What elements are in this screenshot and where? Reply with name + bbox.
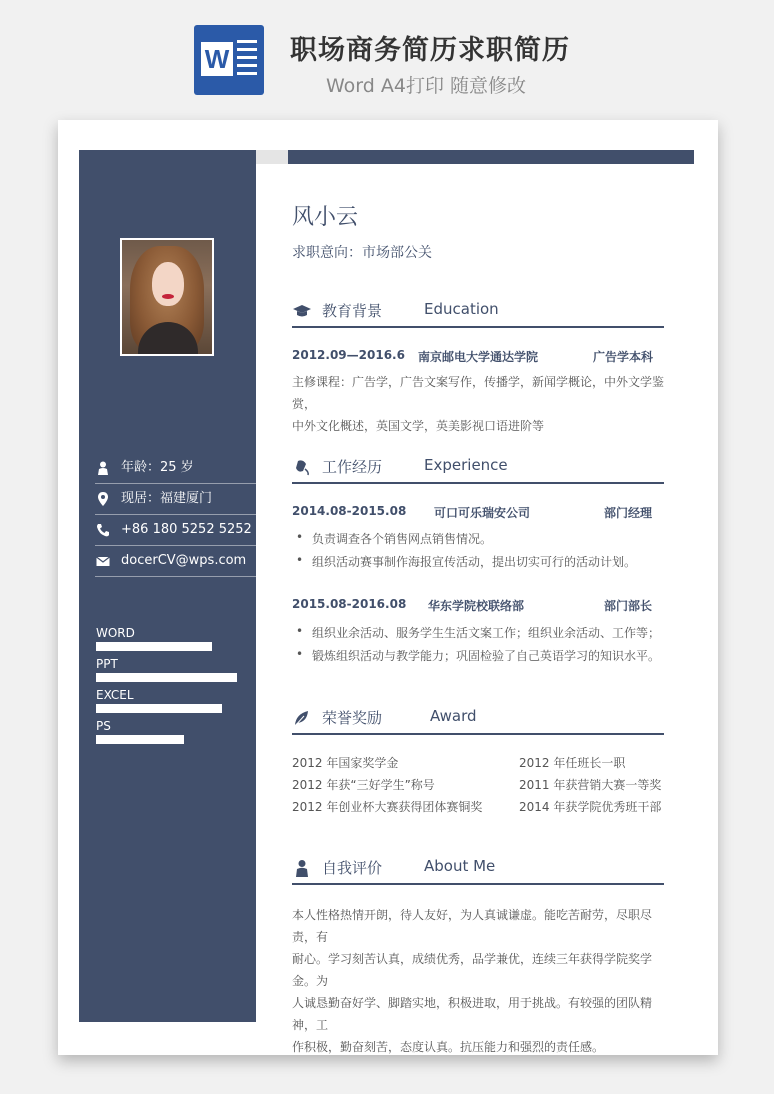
section-education-title: 教育背景 (322, 302, 383, 320)
job-period: 2014.08-2015.08 (292, 504, 407, 518)
section-education-title-en: Education (424, 300, 499, 318)
info-location (95, 484, 256, 515)
info-phone (95, 515, 256, 546)
job-bullet: • 锻炼组织活动与教学能力；巩固检验了自己英语学习的知识水平。 (312, 647, 660, 664)
mail-icon (95, 553, 111, 569)
education-school: 南京邮电大学通达学院 (418, 350, 539, 364)
award-item: 2012 年任班长一职 (519, 756, 626, 770)
courses-line: 主修课程：广告学，广告文案写作，传播学，新闻学概论，中外文学鉴赏， (292, 375, 665, 411)
person-icon (95, 460, 111, 476)
leaf-icon (292, 709, 312, 727)
job-role: 部门部长 (604, 599, 653, 613)
section-award-title-en: Award (430, 707, 477, 725)
info-location-text: 现居：福建厦门 (121, 491, 213, 506)
job-bullet: • 负责调查各个销售网点销售情况。 (312, 530, 492, 547)
award-item: 2012 年创业杯大赛获得团体赛铜奖 (292, 800, 483, 814)
mouse-icon (292, 458, 312, 476)
job-org: 华东学院校联络部 (428, 599, 525, 613)
banner-title: 职场商务简历求职简历 (290, 35, 570, 66)
award-item: 2011 年获营销大赛一等奖 (519, 778, 662, 792)
award-item: 2014 年获学院优秀班干部 (519, 800, 662, 814)
job-org: 可口可乐瑞安公司 (434, 506, 531, 520)
location-icon (95, 491, 111, 507)
info-age-text: 年龄：25 岁 (121, 460, 194, 475)
section-about (292, 857, 664, 885)
job-role: 部门经理 (604, 506, 653, 520)
header-accent-bar (288, 150, 694, 164)
section-about-title-en: About Me (424, 857, 496, 875)
person-icon (292, 859, 312, 877)
info-phone-text: +86 180 5252 5252 (121, 522, 252, 537)
award-item: 2012 年获“三好学生”称号 (292, 778, 435, 792)
education-degree: 广告学本科 (593, 350, 654, 364)
job-intent: 求职意向：市场部公关 (292, 245, 432, 261)
courses-line: 中外文化概述，英国文学，英美影视口语进阶等 (292, 419, 545, 433)
job-period: 2015.08-2016.08 (292, 597, 407, 611)
award-item: 2012 年国家奖学金 (292, 756, 399, 770)
info-email-text: docerCV@wps.com (121, 553, 247, 568)
skill-label-word: WORD (96, 626, 135, 640)
section-experience-title-en: Experience (424, 456, 508, 474)
resume-page (58, 120, 718, 1055)
about-line: 耐心。学习刻苦认真，成绩优秀，品学兼优，连续三年获得学院奖学金。为 (292, 952, 653, 988)
word-logo-letter: W (201, 42, 233, 76)
banner-subtitle: Word A4打印 随意修改 (326, 75, 527, 97)
section-award (292, 707, 664, 735)
info-email (95, 546, 256, 577)
section-about-title: 自我评价 (322, 859, 383, 877)
graduation-cap-icon (292, 302, 312, 320)
section-education (292, 300, 664, 328)
profile-photo (120, 238, 214, 356)
section-experience (292, 456, 664, 484)
top-banner (0, 0, 774, 110)
skill-label-ps: PS (96, 719, 111, 733)
job-bullet: • 组织活动赛事制作海报宣传活动，提出切实可行的活动计划。 (312, 553, 636, 570)
candidate-name: 风小云 (292, 205, 359, 230)
education-period: 2012.09—2016.6 (292, 348, 405, 362)
section-award-title: 荣誉奖励 (322, 709, 383, 727)
phone-icon (95, 522, 111, 538)
skill-bar-ppt (96, 673, 237, 682)
skill-bar-word (96, 642, 212, 651)
word-logo-icon (194, 25, 264, 95)
sidebar (79, 150, 256, 1022)
about-line: 人诚恳勤奋好学、脚踏实地，积极进取，用于挑战。有较强的团队精神，工 (292, 996, 653, 1032)
skill-label-excel: EXCEL (96, 688, 134, 702)
skill-bar-ps (96, 735, 184, 744)
skill-bar-excel (96, 704, 222, 713)
about-line: 本人性格热情开朗，待人友好，为人真诚谦虚。能吃苦耐劳，尽职尽责，有 (292, 908, 653, 944)
about-paragraph (292, 904, 664, 1058)
header-accent-light (256, 150, 288, 164)
skill-label-ppt: PPT (96, 657, 118, 671)
about-line: 作积极，勤奋刻苦，态度认真。抗压能力和强烈的责任感。 (292, 1040, 605, 1054)
info-age (95, 453, 256, 484)
section-experience-title: 工作经历 (322, 458, 383, 476)
education-courses (292, 371, 664, 437)
job-bullet: • 组织业余活动、服务学生生活文案工作；组织业余活动、工作等； (312, 624, 660, 641)
